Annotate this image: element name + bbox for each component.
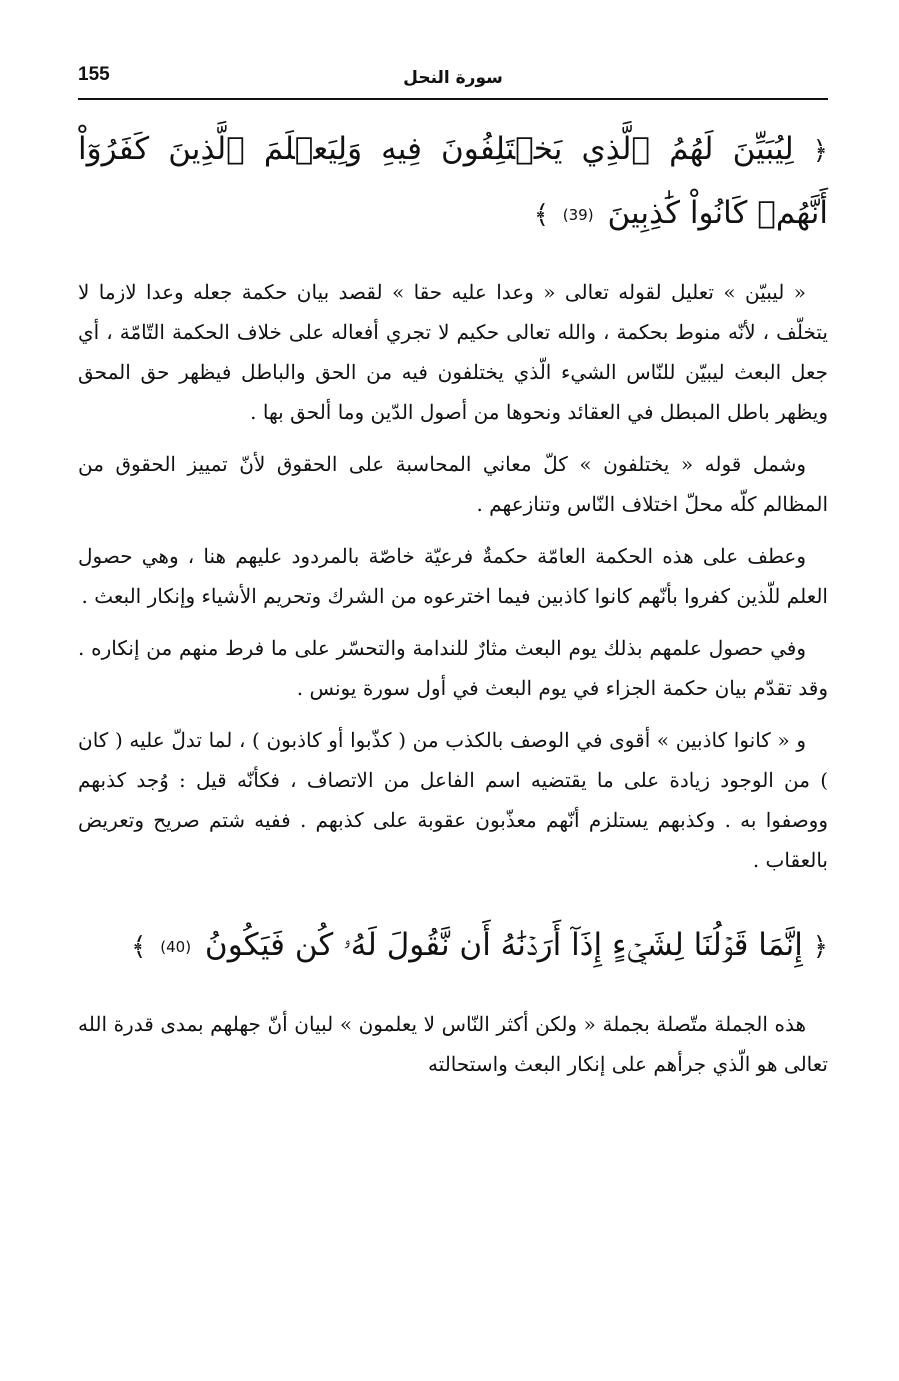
commentary-paragraph: وفي حصول علمهم بذلك يوم البعث مثارٌ للندامة والتحسّر على ما فرط منهم من إنكاره . وقد تقدّم بيان حكمة الجزاء في يوم البعث في أول سورة يونس .	[78, 636, 828, 700]
commentary-paragraph: و « كانوا كاذبين » أقوى في الوصف بالكذب من ( كذّبوا أو كاذبون ) ، لما تدلّ عليه ( كان ) من الوجود زيادة على ما يقتضيه اسم الفاعل من الاتصاف ، فكأنّه قيل : وُجد كذبهم ووصفوا به . وكذبهم يستلزم أنّهم معذّبون عقوبة على كذبهم . ففيه شتم صريح وتعريض بالعقاب .	[78, 728, 828, 872]
verse-open-bracket: ﴿	[812, 136, 829, 166]
verse-text: إِنَّمَا قَوۡلُنَا لِشَيۡءٍ إِذَآ أَرَدۡنَٰهُ أَن نَّقُولَ لَهُۥ كُن فَيَكُونُ	[204, 927, 803, 963]
verse-close-bracket: ﴾	[533, 200, 549, 230]
page-header	[78, 60, 828, 100]
quran-verse-39	[78, 118, 828, 246]
commentary-paragraph: « ليبيّن » تعليل لقوله تعالى « وعدا عليه حقا » لقصد بيان حكمة جعله وعدا لازما لا يتخلّف ، لأنّه منوط بحكمة ، والله تعالى حكيم لا تجري أفعاله على خلاف الحكمة التّامّة ، أي جعل البعث ليبيّن للنّاس الشيء الّذي يختلفون فيه من الحق والباطل فيظهر حق المحق ويظهر باطل المبطل في العقائد ونحوها من أصول الدّين وما ألحق بها .	[78, 280, 828, 424]
page-number: 155	[78, 64, 110, 85]
quran-verse-40	[78, 914, 828, 978]
book-page	[78, 60, 828, 1360]
verse-text: لِيُبَيِّنَ لَهُمُ ٱلَّذِي يَخۡتَلِفُونَ فِيهِ وَلِيَعۡلَمَ ٱلَّذِينَ كَفَرُوٓاْ أَنَّهُمۡ كَانُواْ كَٰذِبِينَ	[78, 131, 828, 231]
surah-title: سورة النحل	[403, 68, 503, 88]
verse-number: (40)	[160, 937, 192, 956]
verse-number: (39)	[562, 205, 594, 224]
commentary-paragraph: هذه الجملة متّصلة بجملة « ولكن أكثر النّاس لا يعلمون » لبيان أنّ جهلهم بمدى قدرة الله تعالى هو الّذي جرأهم على إنكار البعث واستحالته	[78, 1012, 828, 1076]
commentary-paragraph: وعطف على هذه الحكمة العامّة حكمةٌ فرعيّة خاصّة بالمردود عليهم هنا ، وهي حصول العلم للّذين كفروا بأنّهم كانوا كاذبين فيما اخترعوه من الشرك وتحريم الأشياء وإنكار البعث .	[78, 544, 828, 608]
verse-close-bracket: ﴾	[131, 932, 147, 962]
commentary-paragraph: وشمل قوله « يختلفون » كلّ معاني المحاسبة على الحقوق لأنّ تمييز الحقوق من المظالم كلّه محلّ اختلاف النّاس وتنازعهم .	[78, 452, 828, 516]
verse-open-bracket: ﴿	[812, 932, 828, 962]
